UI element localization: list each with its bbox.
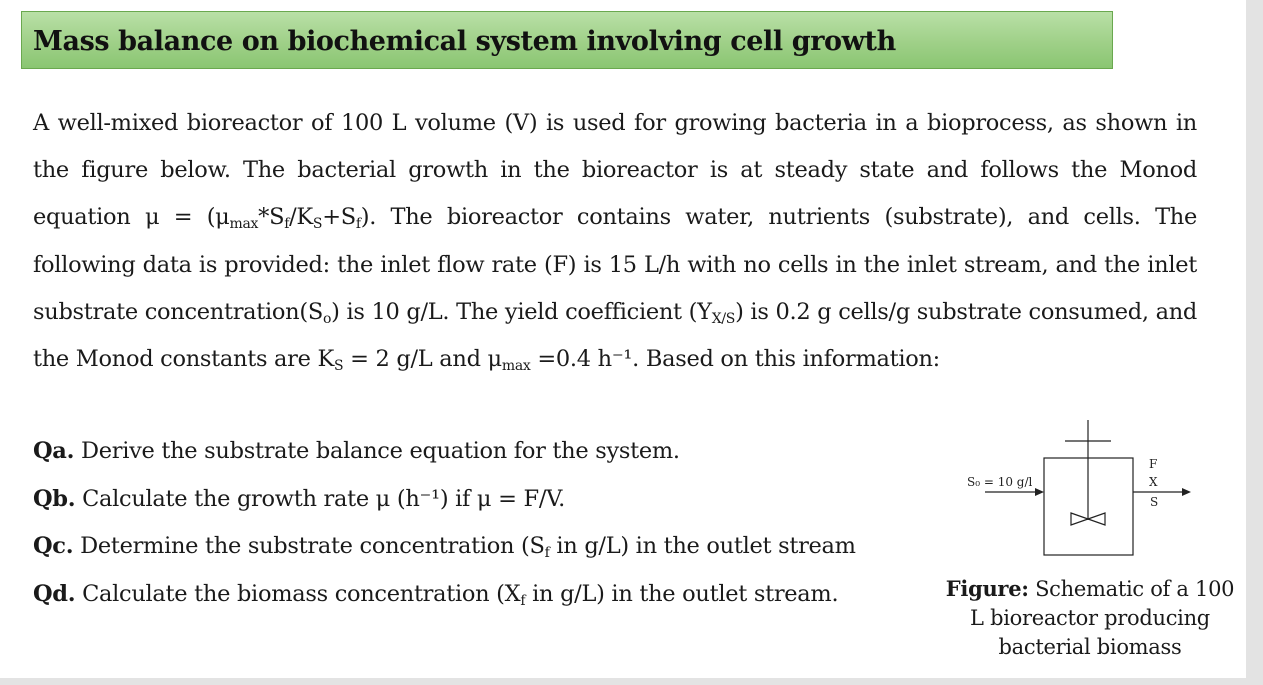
para-text: A well-mixed bioreactor of 100 L volume (V) is used for growing bacteria in a bioprocess, as shown in the figure below. The bacterial growth in the bioreactor is at steady state and follows the Monod equation μ = (μ bbox=[33, 110, 1197, 231]
para-sub: S bbox=[312, 216, 323, 233]
para-sub: o bbox=[322, 310, 332, 327]
para-text: +S bbox=[322, 204, 356, 231]
outlet-label-f: F bbox=[1149, 457, 1158, 471]
para-text: = 2 g/L and μ bbox=[343, 346, 502, 373]
para-sub: max bbox=[229, 216, 259, 233]
caption-bold: Figure: bbox=[945, 576, 1029, 601]
question-label: Qa. bbox=[33, 438, 75, 464]
question-d bbox=[33, 581, 838, 607]
para-sub: X/S bbox=[711, 310, 736, 327]
right-scrollbar-area bbox=[1246, 0, 1263, 685]
question-text: Calculate the growth rate μ (h⁻¹) if μ = F/V. bbox=[75, 486, 565, 512]
para-sub: S bbox=[334, 358, 344, 375]
title-banner bbox=[21, 11, 1113, 69]
para-text: ) is 10 g/L. The yield coefficient (Y bbox=[331, 298, 712, 325]
page-title: Mass balance on biochemical system involving cell growth bbox=[33, 26, 896, 57]
question-text: Derive the substrate balance equation for the system. bbox=[74, 438, 680, 464]
question-c bbox=[33, 533, 856, 559]
bottom-border-area bbox=[0, 678, 1246, 685]
question-text: in g/L) in the outlet stream. bbox=[525, 581, 839, 607]
caption-text: Schematic of a 100 L bioreactor producing bacterial biomass bbox=[970, 577, 1235, 659]
para-text: ) is 0.2 g cells/g substrate consumed, and the Monod constants are K bbox=[33, 298, 1198, 373]
question-label: Qb. bbox=[33, 486, 76, 512]
para-sub: max bbox=[501, 358, 531, 375]
question-sub: f bbox=[520, 593, 526, 609]
outlet-label-x: X bbox=[1149, 475, 1158, 489]
outlet-arrowhead bbox=[1182, 488, 1191, 496]
inlet-arrowhead bbox=[1035, 488, 1044, 496]
question-text: Determine the substrate concentration (S bbox=[73, 533, 545, 559]
para-text: ). The bioreactor contains water, nutrients (substrate), and cells. The following data is provided: the inlet flow rate (F) is 15 L/h with no cells in the inlet stream, and the inlet substrate concentration(S bbox=[33, 204, 1197, 325]
figure-caption bbox=[940, 574, 1240, 662]
inlet-label: S₀ = 10 g/l bbox=[967, 475, 1033, 489]
question-text: in g/L) in the outlet stream bbox=[549, 533, 856, 559]
para-text: *S bbox=[258, 204, 285, 231]
question-label: Qc. bbox=[33, 533, 74, 559]
question-label: Qd. bbox=[33, 581, 76, 607]
para-text: /K bbox=[289, 204, 313, 231]
question-b bbox=[33, 486, 565, 512]
bioreactor-schematic bbox=[955, 420, 1195, 565]
question-text: Calculate the biomass concentration (X bbox=[75, 581, 521, 607]
para-sub: f bbox=[284, 216, 290, 233]
problem-statement bbox=[33, 100, 1197, 383]
outlet-label-s: S bbox=[1150, 495, 1159, 509]
para-text: =0.4 h⁻¹. Based on this information: bbox=[530, 346, 940, 373]
para-sub: f bbox=[355, 216, 361, 233]
question-sub: f bbox=[544, 545, 550, 561]
question-a bbox=[33, 438, 680, 464]
